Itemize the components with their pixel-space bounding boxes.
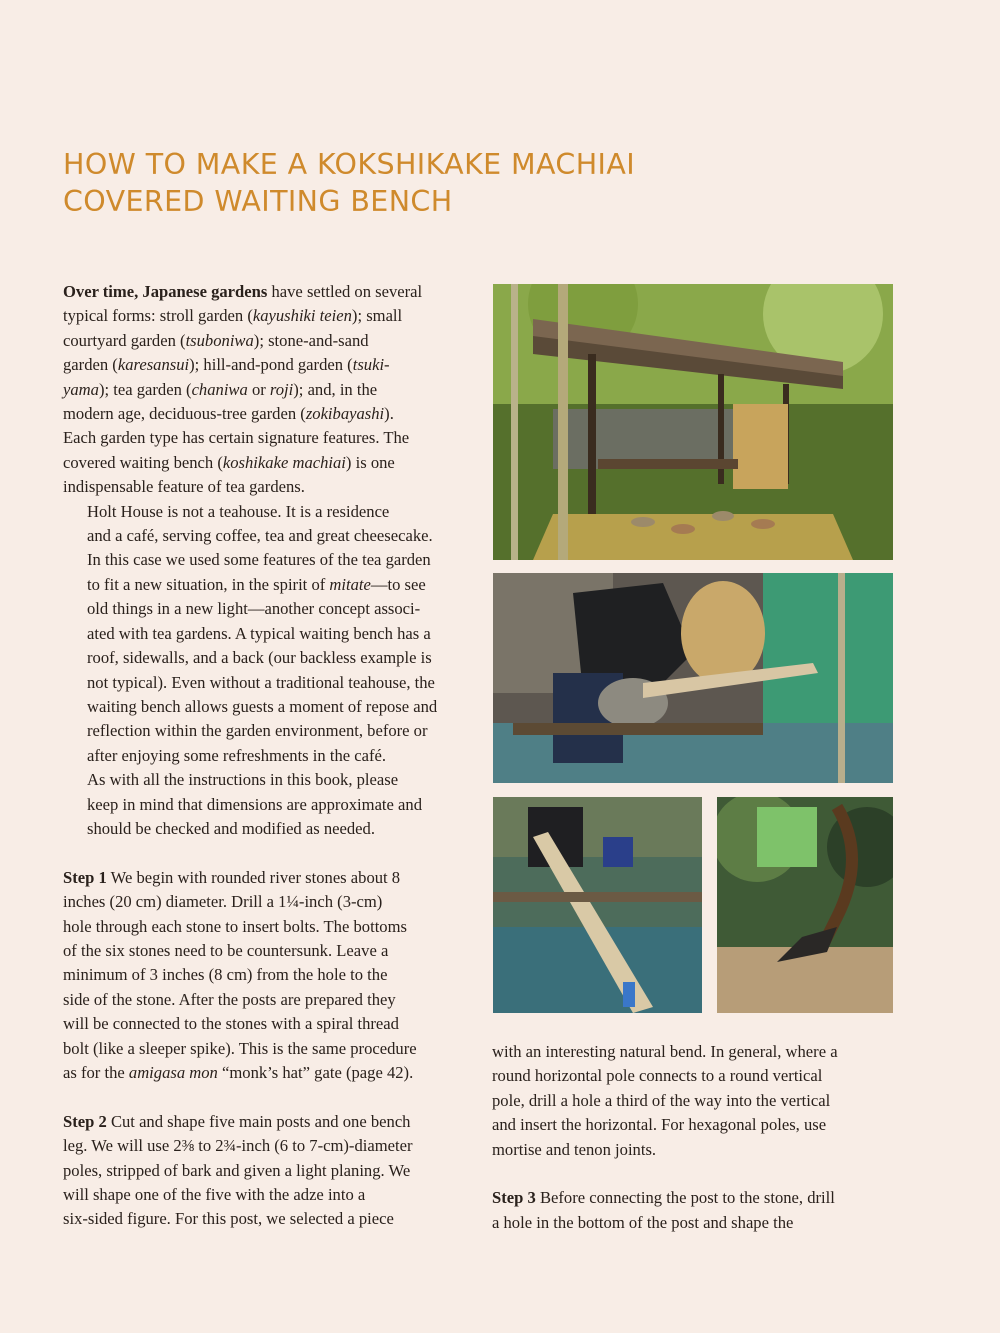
title-line-1: HOW TO MAKE A KOKSHIKAKE MACHIAI xyxy=(63,148,636,181)
page-title xyxy=(63,146,823,220)
intro-paragraph-1: Over time, Japanese gardens have settled on several typical forms: stroll garden (kayushiki teien); small courtyard garden (tsuboniwa); stone-and-sand garden (karesansui); hill-and-pond garden (tsuki- yama); tea garden (chaniwa or roji); and, in the modern age, deciduous-tree garden (zokibayashi). Each garden type has certain signature features. The covered waiting bench (koshikake machiai) is one indispensable feature of tea gardens. xyxy=(63,282,423,497)
step-3-label: Step 3 xyxy=(492,1188,536,1208)
right-text-column xyxy=(492,1040,896,1235)
intro-paragraph-3: As with all the instructions in this book, please keep in mind that dimensions are approximate and should be checked and modified as needed. xyxy=(87,770,423,838)
photo-drilling-stone xyxy=(493,573,893,783)
step-3-paragraph: Step 3 Before connecting the post to the stone, drill a hole in the bottom of the post and shape the xyxy=(492,1188,835,1232)
drilling-stone-image xyxy=(493,573,893,783)
step-2-continued: with an interesting natural bend. In general, where a round horizontal pole connects to a round vertical pole, drill a hole a third of the way into the vertical and insert the horizontal. For hexagonal poles, use mortise and tenon joints. xyxy=(492,1042,838,1159)
intro-paragraph-2: Holt House is not a teahouse. It is a residence and a café, serving coffee, tea and great cheesecake. In this case we used some features of the tea garden to fit a new situation, in the spirit of mitate—to see old things in a new light—another concept associ- ated with tea gardens. A typical waiting bench has a roof, sidewalls, and a back (our backless example is not typical). Even without a traditional teahouse, the waiting bench allows guests a moment of repose and reflection within the garden environment, before or after enjoying some refreshments in the café. xyxy=(87,501,438,765)
photo-adze xyxy=(717,797,893,1013)
left-text-column xyxy=(63,280,469,1232)
title-line-2: COVERED WAITING BENCH xyxy=(63,185,453,218)
photo-waiting-bench xyxy=(493,284,893,560)
step-1-label: Step 1 xyxy=(63,867,107,887)
planing-pole-image xyxy=(493,797,702,1013)
step-1-paragraph: Step 1 We begin with rounded river stones about 8 inches (20 cm) diameter. Drill a 1¼-inch (3-cm) hole through each stone to insert bolts. The bottoms of the six stones need to be countersunk. Leave a minimum of 3 inches (8 cm) from the hole to the side of the stone. After the posts are prepared they will be connected to the stones with a spiral thread bolt (like a sleeper spike). This is the same procedure as for the amigasa mon “monk’s hat” gate (page 42). xyxy=(63,867,417,1082)
waiting-bench-image xyxy=(493,284,893,560)
step-2-label: Step 2 xyxy=(63,1111,107,1131)
step-2-paragraph: Step 2 Cut and shape five main posts and one bench leg. We will use 2⅜ to 2¾-inch (6 to 7-cm)-diameter poles, stripped of bark and given a light planing. We will shape one of the five with the adze into a six-sided figure. For this post, we selected a piece xyxy=(63,1111,413,1229)
lead-in-bold: Over time, Japanese gardens xyxy=(63,282,268,301)
adze-image xyxy=(717,797,893,1013)
photo-planing-pole xyxy=(493,797,702,1013)
